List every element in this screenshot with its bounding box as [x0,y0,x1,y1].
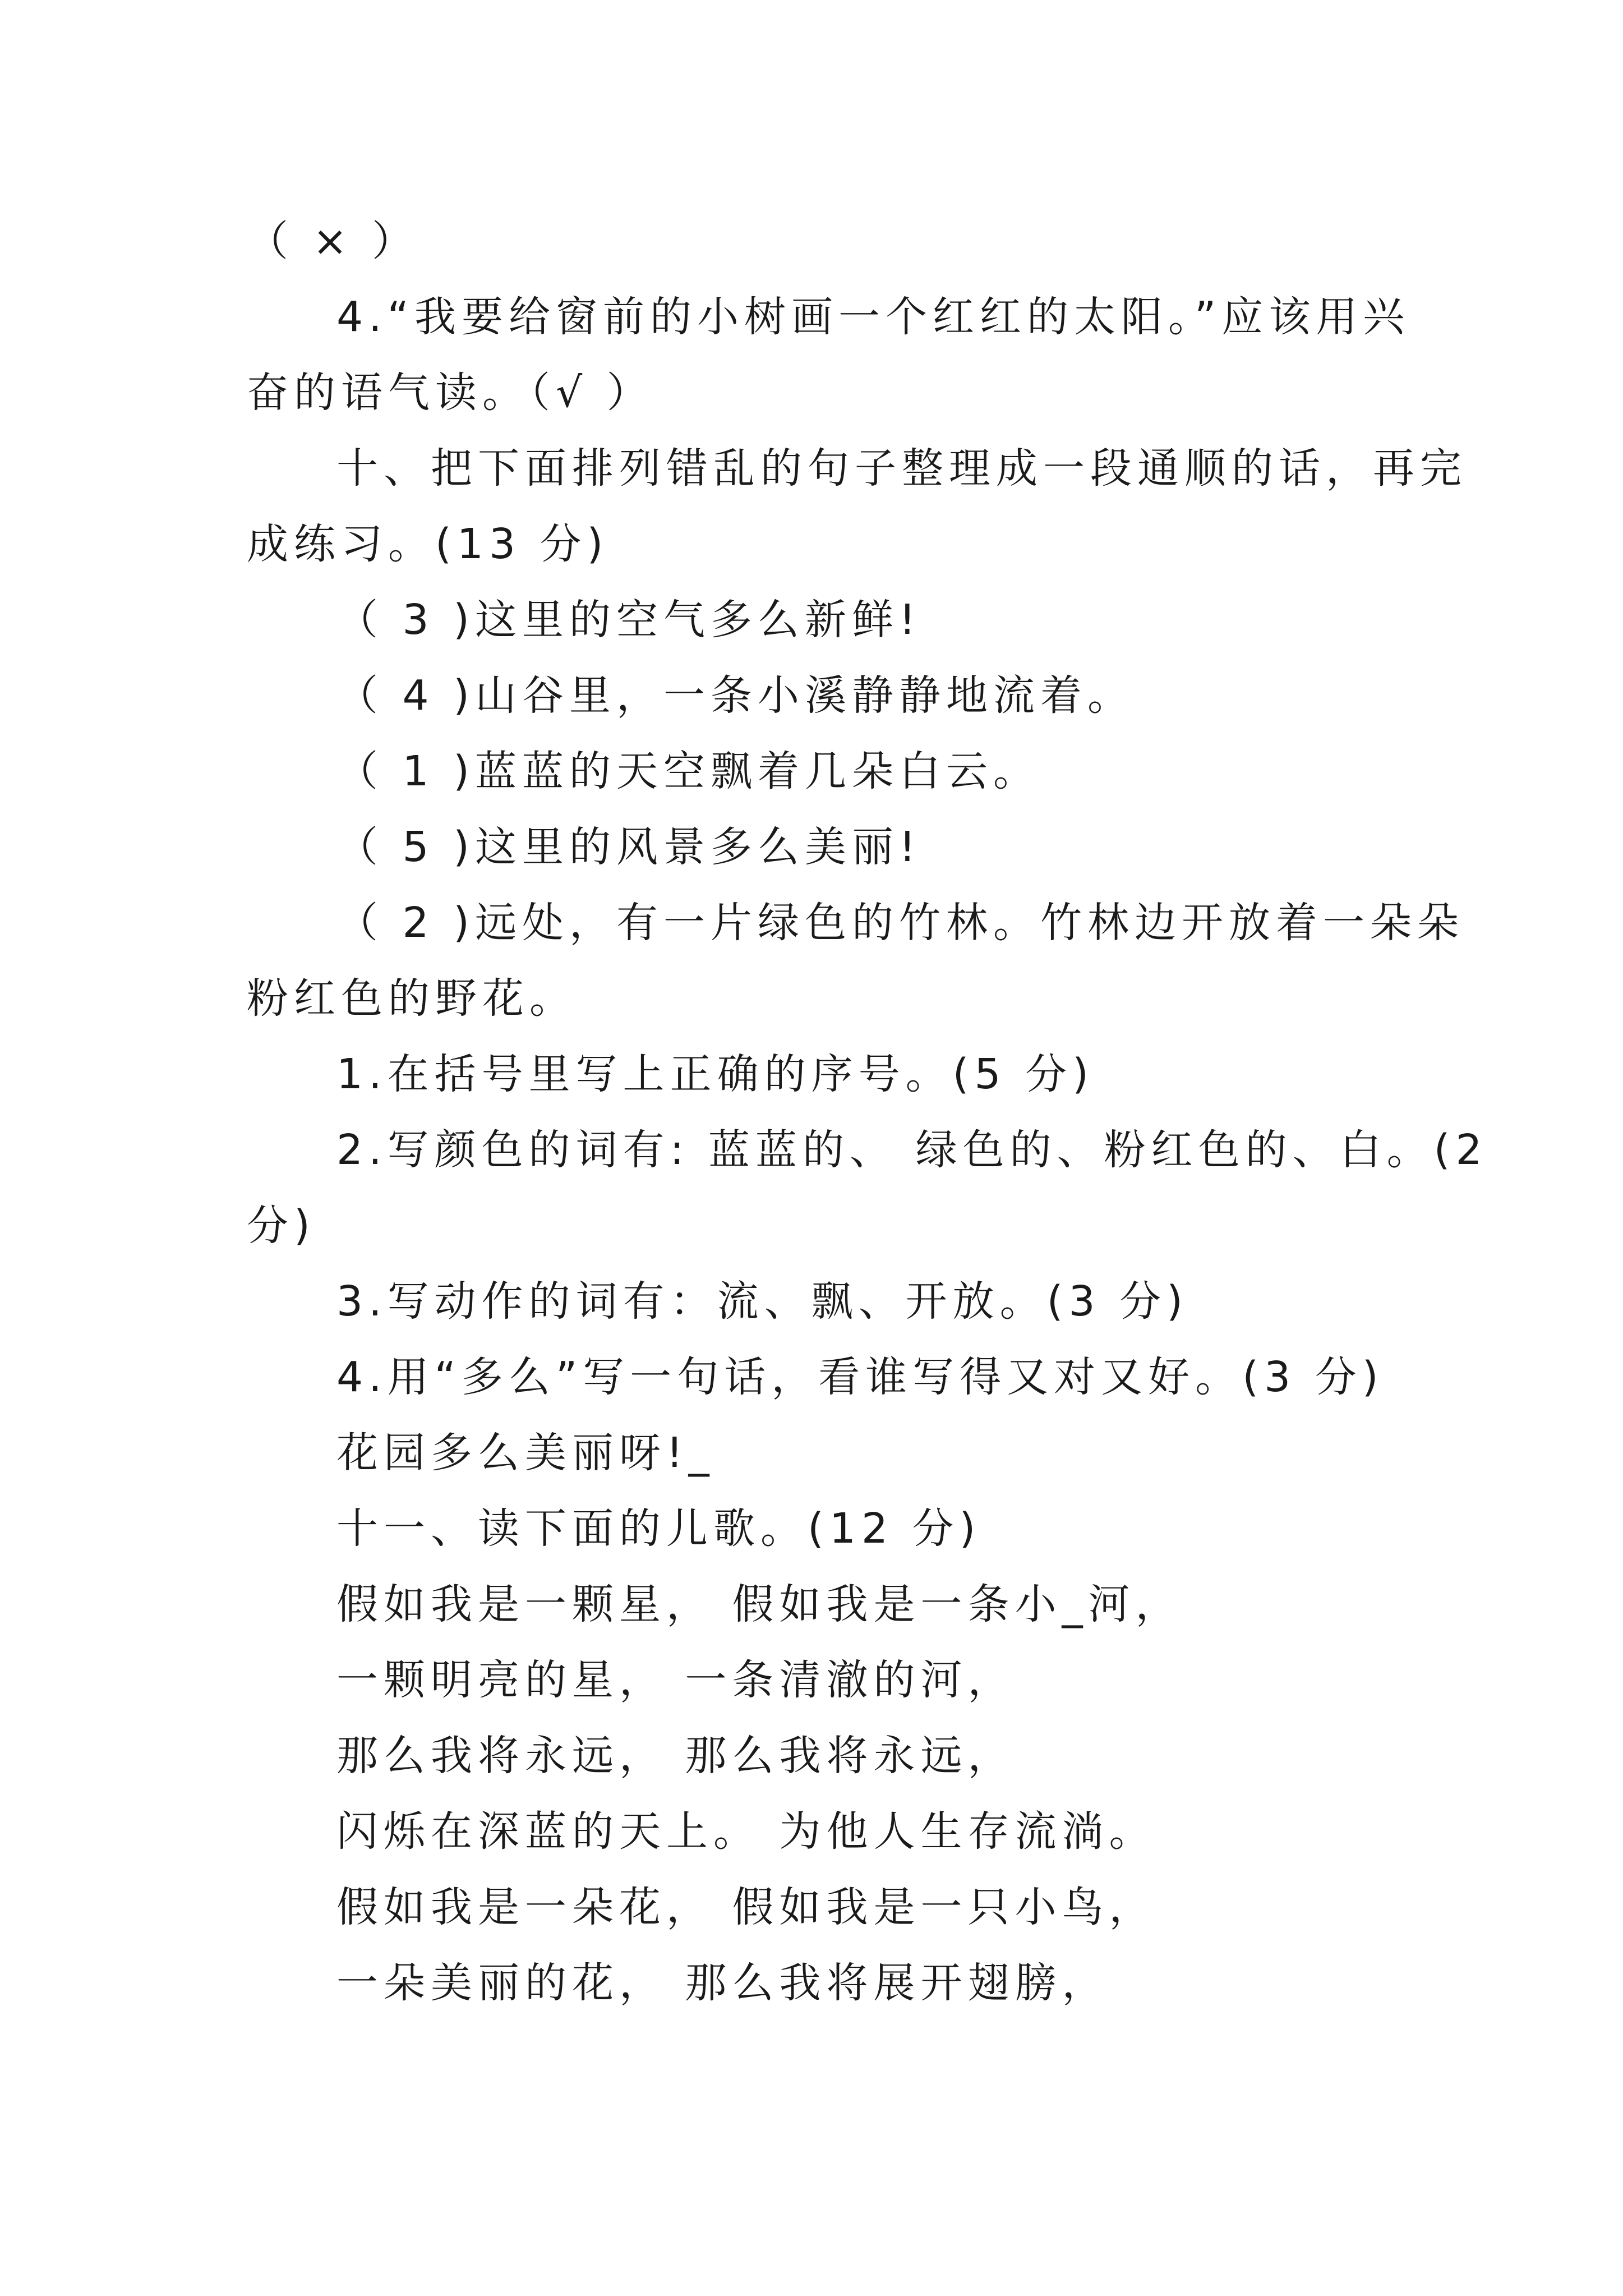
answer-mark-cross: （ × ） [247,217,419,265]
poem-line-6: 一朵美丽的花， 那么我将展开翅膀， [336,1959,1109,2007]
question-4-line-2: 奋的语气读。（√ ） [247,369,654,417]
section-11-heading: 十一、读下面的儿歌。(12 分) [336,1504,981,1553]
poem-line-5: 假如我是一朵花， 假如我是一只小鸟， [336,1883,1156,1931]
exercise-4: 4.用“多么”写一句话，看谁写得又对又好。(3 分) [336,1353,1384,1401]
sentence-3: （ 3 )这里的空气多么新鲜! [336,596,921,644]
exercise-1: 1.在括号里写上正确的序号。(5 分) [336,1050,1094,1098]
poem-line-4: 闪烁在深蓝的天上。 为他人生存流淌。 [336,1807,1156,1856]
poem-line-1: 假如我是一颗星， 假如我是一条小_河， [336,1580,1183,1628]
exercise-3: 3.写动作的词有：流、飘、开放。(3 分) [336,1277,1188,1326]
exercise-2-line-2: 分) [247,1202,316,1250]
poem-line-3: 那么我将永远， 那么我将永远， [336,1732,1015,1780]
sentence-2-line-2: 粉红色的野花。 [247,974,577,1023]
sentence-4: （ 4 )山谷里，一条小溪静静地流着。 [336,671,1135,720]
sentence-1: （ 1 )蓝蓝的天空飘着几朵白云。 [336,747,1040,795]
exercise-2-line-1: 2.写颜色的词有: 蓝蓝的、 绿色的、粉红色的、白。(2 [336,1126,1488,1174]
exercise-4-answer: 花园多么美丽呀!_ [336,1429,715,1477]
sentence-2-line-1: （ 2 )远处，有一片绿色的竹林。竹林边开放着一朵朵 [336,899,1464,947]
poem-line-2: 一颗明亮的星， 一条清澈的河， [336,1656,1015,1704]
section-10-heading-line-2: 成练习。(13 分) [247,520,609,568]
question-4-line-1: 4.“我要给窗前的小树画一个红红的太阳。”应该用兴 [336,293,1410,341]
section-10-heading-line-1: 十、把下面排列错乱的句子整理成一段通顺的话，再完 [336,444,1467,493]
sentence-5: （ 5 )这里的风景多么美丽! [336,823,921,871]
